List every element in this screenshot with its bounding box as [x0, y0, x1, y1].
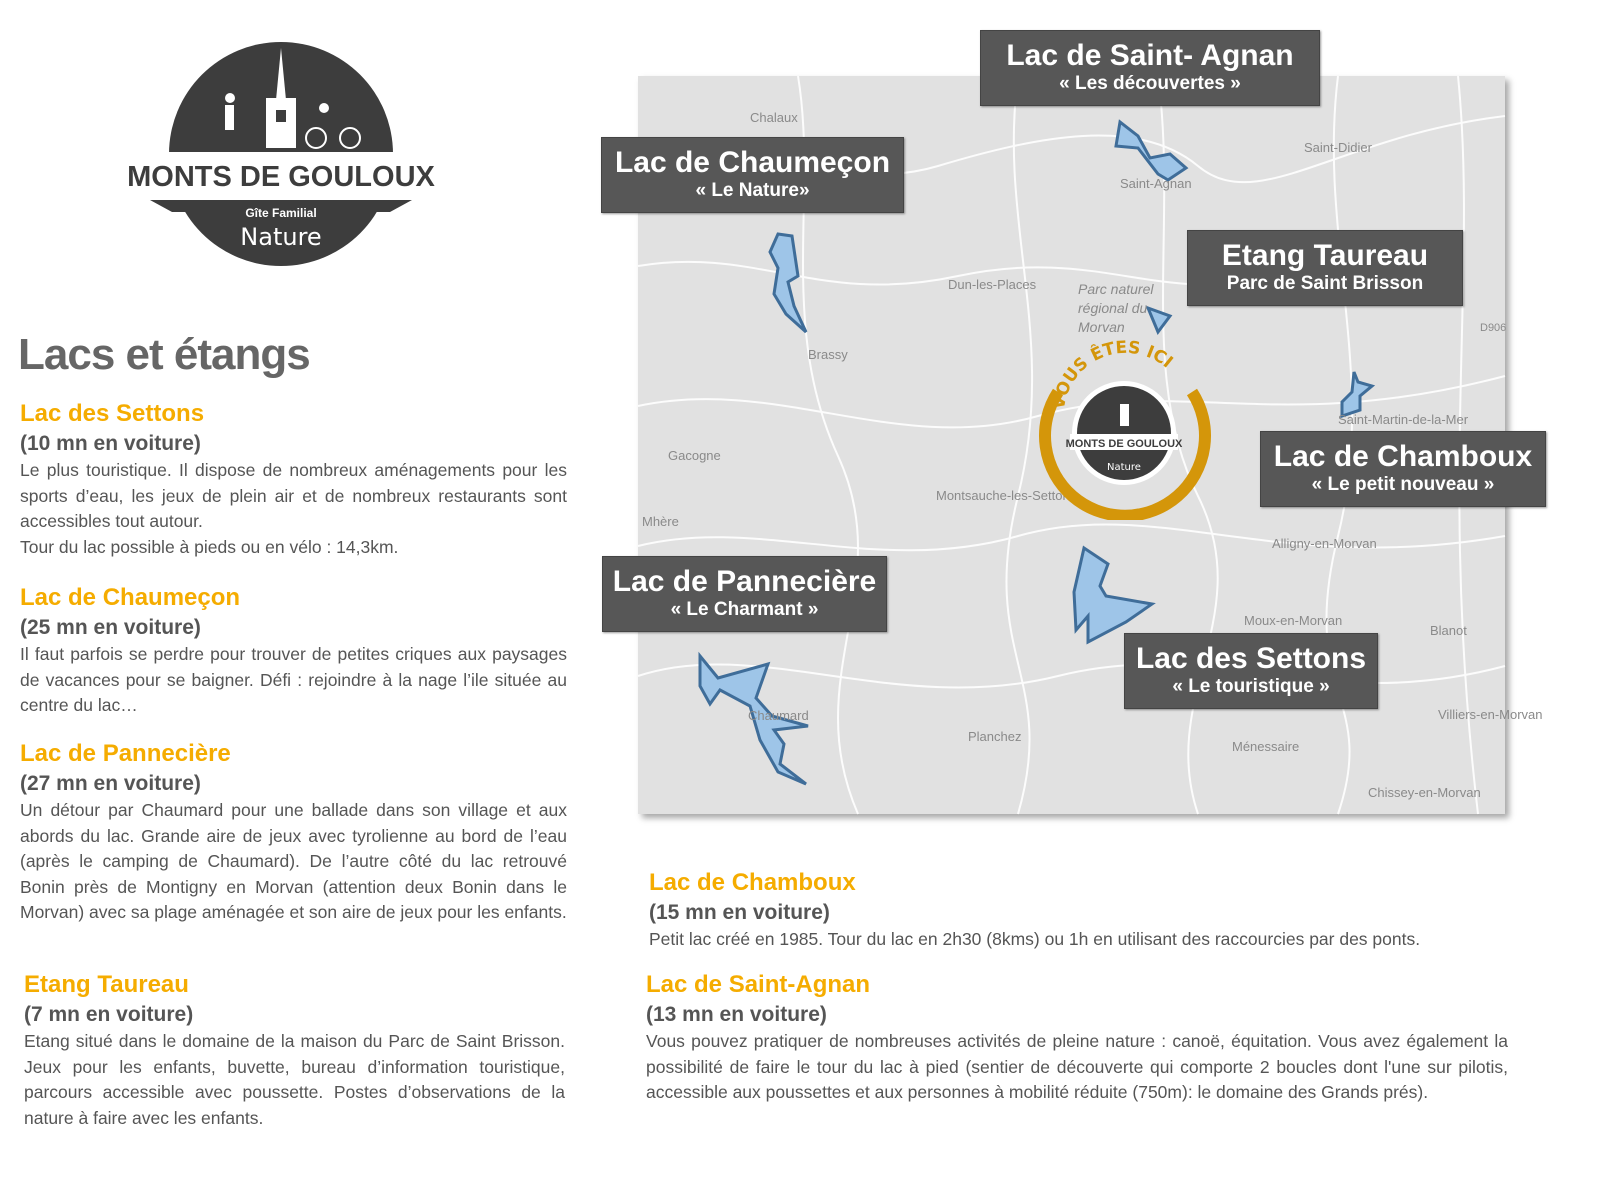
label-saint-agnan: Lac de Saint- Agnan « Les découvertes » — [980, 30, 1320, 106]
label-chaumecon: Lac de Chaumeçon « Le Nature» — [601, 137, 904, 213]
section-panneciere: Lac de Pannecière (27 mn en voiture) Un détour par Chaumard pour une ballade dans son village et aux abords du lac. Grande aire de jeux avec tyrolienne au bord de l’eau (après le camping de Chaumard). De l’autre côté du lac retrouvé Bonin près de Montigny en Morvan (attention deux Bonin dans le Morvan) avec sa plage aménagée et son aire de jeux pour les enfants. — [20, 740, 567, 923]
section-taureau: Etang Taureau (7 mn en voiture) Etang situé dans le domaine de la maison du Parc de Saint Brisson. Jeux pour les enfants, buvette, bureau d’information touristique, parcours accessible avec poussette. Postes d’observations de la nature à faire avec les enfants. — [24, 971, 565, 1128]
lake-chaumecon — [770, 234, 806, 332]
label-settons: Lac des Settons « Le touristique » — [1124, 633, 1378, 709]
section-saint-agnan: Lac de Saint-Agnan (13 mn en voiture) Vous pouvez pratiquer de nombreuses activités de pleine nature : canoë, équitation. Vous avez également la possibilité de faire le tour du lac à pied (sentier de découverte qui comporte 2 boucles dont l'une sur pilotis, accessible aux poussettes et aux personnes à mobilité réduite (750m): le domaine des Grands prés). — [646, 971, 1508, 1103]
label-chamboux: Lac de Chamboux « Le petit nouveau » — [1260, 431, 1546, 507]
svg-text:Gîte Familial: Gîte Familial — [245, 206, 317, 220]
section-settons: Lac des Settons (10 mn en voiture) Le plus touristique. Il dispose de nombreux aménagements pour les sports d’eau, les jeux de plein air et de nombreux restaurants sont accessibles tout autour. Tour du lac possible à pieds ou en vélo : 14,3km. — [20, 400, 567, 557]
svg-text:Nature: Nature — [1107, 462, 1141, 473]
section-chamboux: Lac de Chamboux (15 mn en voiture) Petit lac créé en 1985. Tour du lac en 2h30 (8kms) ou 1h en utilisant des raccourcies par des ponts. — [649, 869, 1421, 949]
svg-text:Nature: Nature — [240, 223, 322, 251]
lake-chamboux — [1342, 372, 1372, 416]
lake-settons — [1074, 548, 1152, 642]
map: Chalaux Saint-Didier Saint-Agnan Dun-les-Places Parc naturel régional du Morvan Brassy D906 Saint-Martin-de-la-Mer Gacogne Montsauche-les-Settons Mhère Alligny-en-Morvan Moux-en-Morvan Blanot Chaumard Planchez Ménessaire Villiers-en-Morvan Chissey-en-Morvan — [638, 76, 1505, 814]
you-are-here-marker — [1036, 340, 1212, 520]
svg-text:VOUS ÊTES ICI: VOUS ÊTES ICI — [1048, 340, 1177, 411]
page-title: Lacs et étangs — [18, 330, 310, 379]
section-chaumecon: Lac de Chaumeçon (25 mn en voiture) Il faut parfois se perdre pour trouver de petites criques aux paysages de vacances pour se baigner. Défi : rejoindre à la nage l’ile située au centre du lac… — [20, 584, 567, 716]
logo — [127, 40, 435, 268]
label-panneciere: Lac de Pannecière « Le Charmant » — [602, 556, 887, 632]
label-taureau: Etang Taureau Parc de Saint Brisson — [1187, 230, 1463, 306]
svg-text:MONTS DE GOULOUX: MONTS DE GOULOUX — [1065, 438, 1183, 450]
logo-name: MONTS DE GOULOUX — [127, 161, 435, 193]
